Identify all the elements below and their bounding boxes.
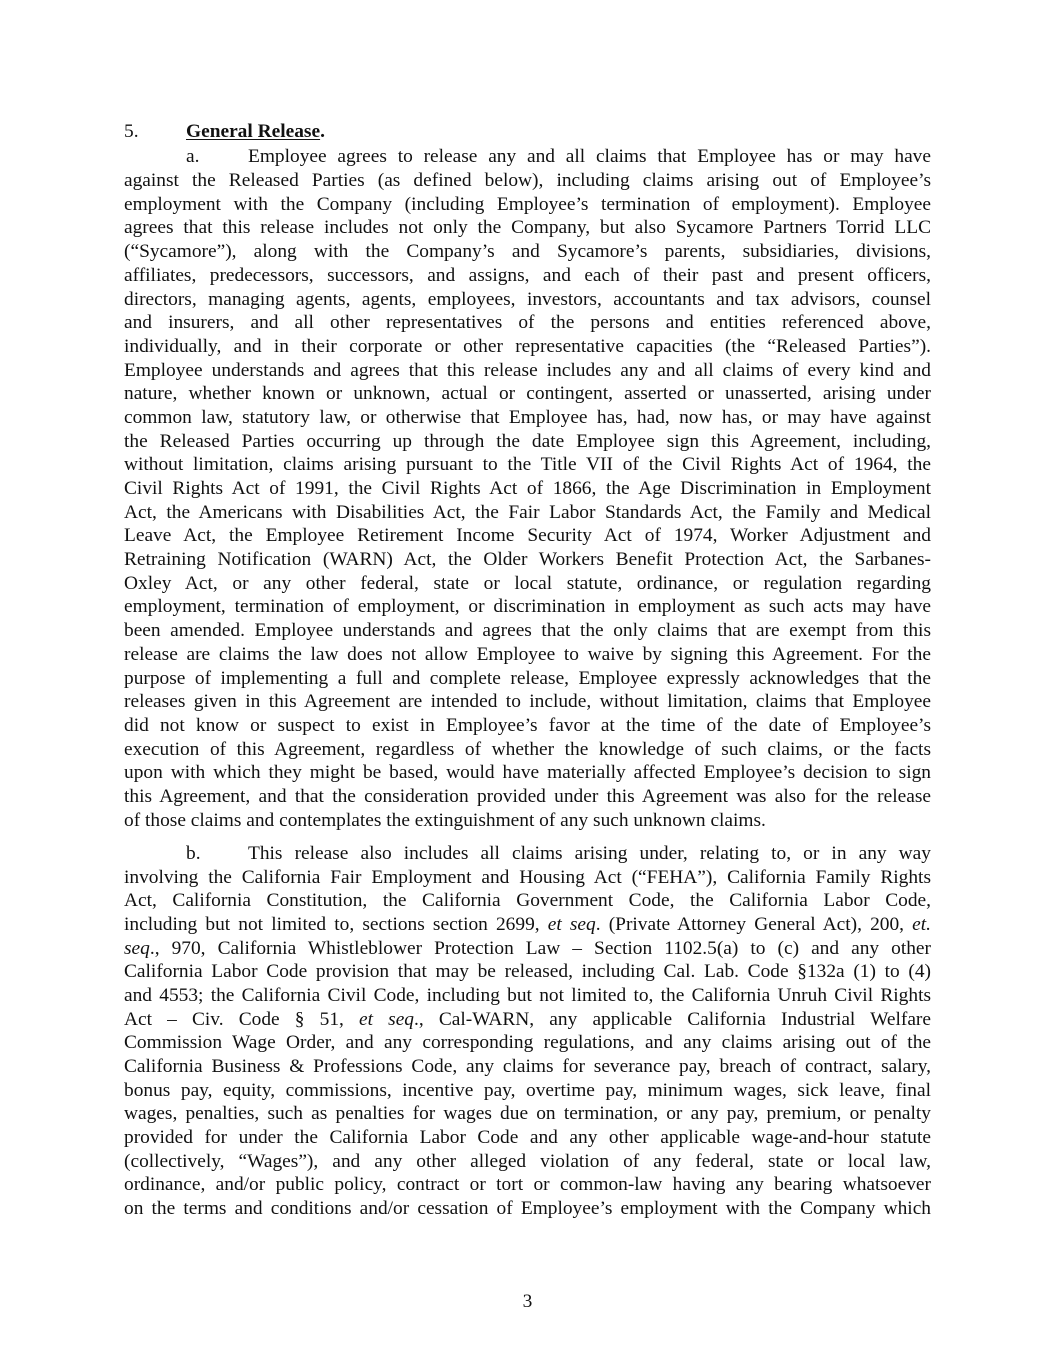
paragraph-line (124, 937, 931, 961)
paragraph-line: employment, termination of employment, or discrimination in employment as such acts may have (124, 596, 931, 618)
paragraph-line: without limitation, claims arising pursuant to the Title VII of the Civil Rights Act of 1964, the (124, 454, 931, 476)
section-number: 5. (124, 121, 139, 142)
paragraph-line: Commission Wage Order, and any corresponding regulations, and any claims arising out of the (124, 1032, 931, 1054)
paragraph-line: ordinance, and/or public policy, contract or tort or common-law having any bearing whatsoever (124, 1174, 931, 1196)
paragraph-line: wages, penalties, such as penalties for wages due on termination, or any pay, premium, or penalty (124, 1103, 931, 1125)
paragraph-line (124, 1008, 931, 1032)
paragraph-line: (collectively, “Wages”), and any other alleged violation of any federal, state or local law, (124, 1150, 931, 1172)
paragraph-text: This release also includes all claims arising under, relating to, or in any way (248, 842, 931, 864)
paragraph-line: against the Released Parties (as defined below), including claims arising out of Employee’s (124, 170, 931, 192)
page-number: 3 (522, 1291, 533, 1312)
section-title-period: . (320, 121, 325, 142)
italic-citation: et seq (359, 1008, 414, 1030)
paragraph-line: (“Sycamore”), along with the Company’s and Sycamore’s parents, subsidiaries, divisions, (124, 241, 931, 263)
paragraph-line: Employee understands and agrees that this release includes any and all claims of every kind and (124, 359, 931, 381)
paragraph-line: and 4553; the California Civil Code, including but not limited to, the California Unruh Civil Rights (124, 984, 931, 1006)
paragraph-line (124, 842, 931, 866)
paragraph-line: affiliates, predecessors, successors, and assigns, and each of their past and present officers, (124, 264, 931, 286)
paragraph-line: purpose of implementing a full and complete release, Employee expressly acknowledges that the (124, 667, 931, 689)
document-page (124, 120, 931, 1221)
paragraph-text: Employee agrees to release any and all claims that Employee has or may have (248, 146, 931, 168)
paragraph-line: bonus pay, equity, commissions, incentive pay, overtime pay, minimum wages, sick leave, final (124, 1079, 931, 1101)
text-run: ., Cal-WARN, any applicable California Industrial Welfare (414, 1008, 931, 1030)
paragraph-line: did not know or suspect to exist in Employee’s favor at the time of the date of Employee’s (124, 714, 931, 736)
paragraph-line: employment with the Company (including Employee’s termination of employment). Employee (124, 193, 931, 215)
italic-citation: et seq (547, 913, 596, 935)
paragraph-line: of those claims and contemplates the extinguishment of any such unknown claims. (124, 809, 766, 831)
paragraph-label: a. (186, 146, 200, 168)
paragraph-line (124, 145, 931, 169)
paragraph-line: common law, statutory law, or otherwise that Employee has, had, now has, or may have against (124, 406, 931, 428)
italic-citation: et. (912, 913, 931, 935)
paragraph-line: Civil Rights Act of 1991, the Civil Rights Act of 1866, the Age Discrimination in Employment (124, 478, 931, 500)
paragraph-line: Retraining Notification (WARN) Act, the Older Workers Benefit Protection Act, the Sarbanes- (124, 549, 931, 571)
paragraph-line: releases given in this Agreement are intended to include, without limitation, claims that Employee (124, 691, 931, 713)
italic-citation: seq (124, 937, 150, 959)
paragraph-line: execution of this Agreement, regardless of whether the knowledge of such claims, or the facts (124, 738, 931, 760)
text-run: ., 970, California Whistleblower Protection Law – Section 1102.5(a) to (c) and any other (149, 937, 931, 959)
paragraph-line: individually, and in their corporate or other representative capacities (the “Released Parties”). (124, 335, 931, 357)
paragraph-line: Act, California Constitution, the California Government Code, the California Labor Code, (124, 890, 931, 912)
text-run: . (Private Attorney General Act), 200, (595, 913, 913, 935)
paragraph-line: nature, whether known or unknown, actual or contingent, asserted or unasserted, arising under (124, 383, 931, 405)
paragraph-line (124, 913, 931, 937)
paragraph-line: directors, managing agents, agents, employees, investors, accountants and tax advisors, counsel (124, 288, 931, 310)
paragraph-line: release are claims the law does not allow Employee to waive by signing this Agreement. For the (124, 643, 931, 665)
paragraph-label: b. (186, 842, 201, 864)
paragraph-line: involving the California Fair Employment and Housing Act (“FEHA”), California Family Rights (124, 866, 931, 888)
paragraph-line: provided for under the California Labor Code and any other applicable wage-and-hour statute (124, 1127, 931, 1149)
paragraph-b (124, 842, 931, 1221)
paragraph-line: Act, the Americans with Disabilities Act, the Fair Labor Standards Act, the Family and Medical (124, 501, 931, 523)
paragraph-line: Oxley Act, or any other federal, state or local statute, ordinance, or regulation regarding (124, 572, 931, 594)
text-run: including but not limited to, sections section 2699, (124, 913, 548, 935)
section-heading (124, 120, 931, 144)
paragraph-line: upon with which they might be based, would have materially affected Employee’s decision to sign (124, 762, 931, 784)
paragraph-a (124, 145, 931, 832)
paragraph-line: agrees that this release includes not only the Company, but also Sycamore Partners Torrid LLC (124, 217, 931, 239)
text-run: Act – Civ. Code § 51, (124, 1008, 360, 1030)
paragraph-line: Leave Act, the Employee Retirement Income Security Act of 1974, Worker Adjustment and (124, 525, 931, 547)
paragraph-line: on the terms and conditions and/or cessation of Employee’s employment with the Company which (124, 1198, 931, 1220)
paragraph-line: the Released Parties occurring up through the date Employee sign this Agreement, including, (124, 430, 931, 452)
paragraph-line: and insurers, and all other representatives of the persons and entities referenced above, (124, 312, 931, 334)
section-title: General Release (186, 121, 321, 142)
paragraph-line: this Agreement, and that the consideration provided under this Agreement was also for the release (124, 785, 931, 807)
paragraph-line: been amended. Employee understands and agrees that the only claims that are exempt from this (124, 620, 931, 642)
paragraph-line: California Labor Code provision that may be released, including Cal. Lab. Code §132a (1) to (4) (124, 961, 931, 983)
paragraph-line: California Business & Professions Code, any claims for severance pay, breach of contract, salary, (124, 1056, 931, 1078)
